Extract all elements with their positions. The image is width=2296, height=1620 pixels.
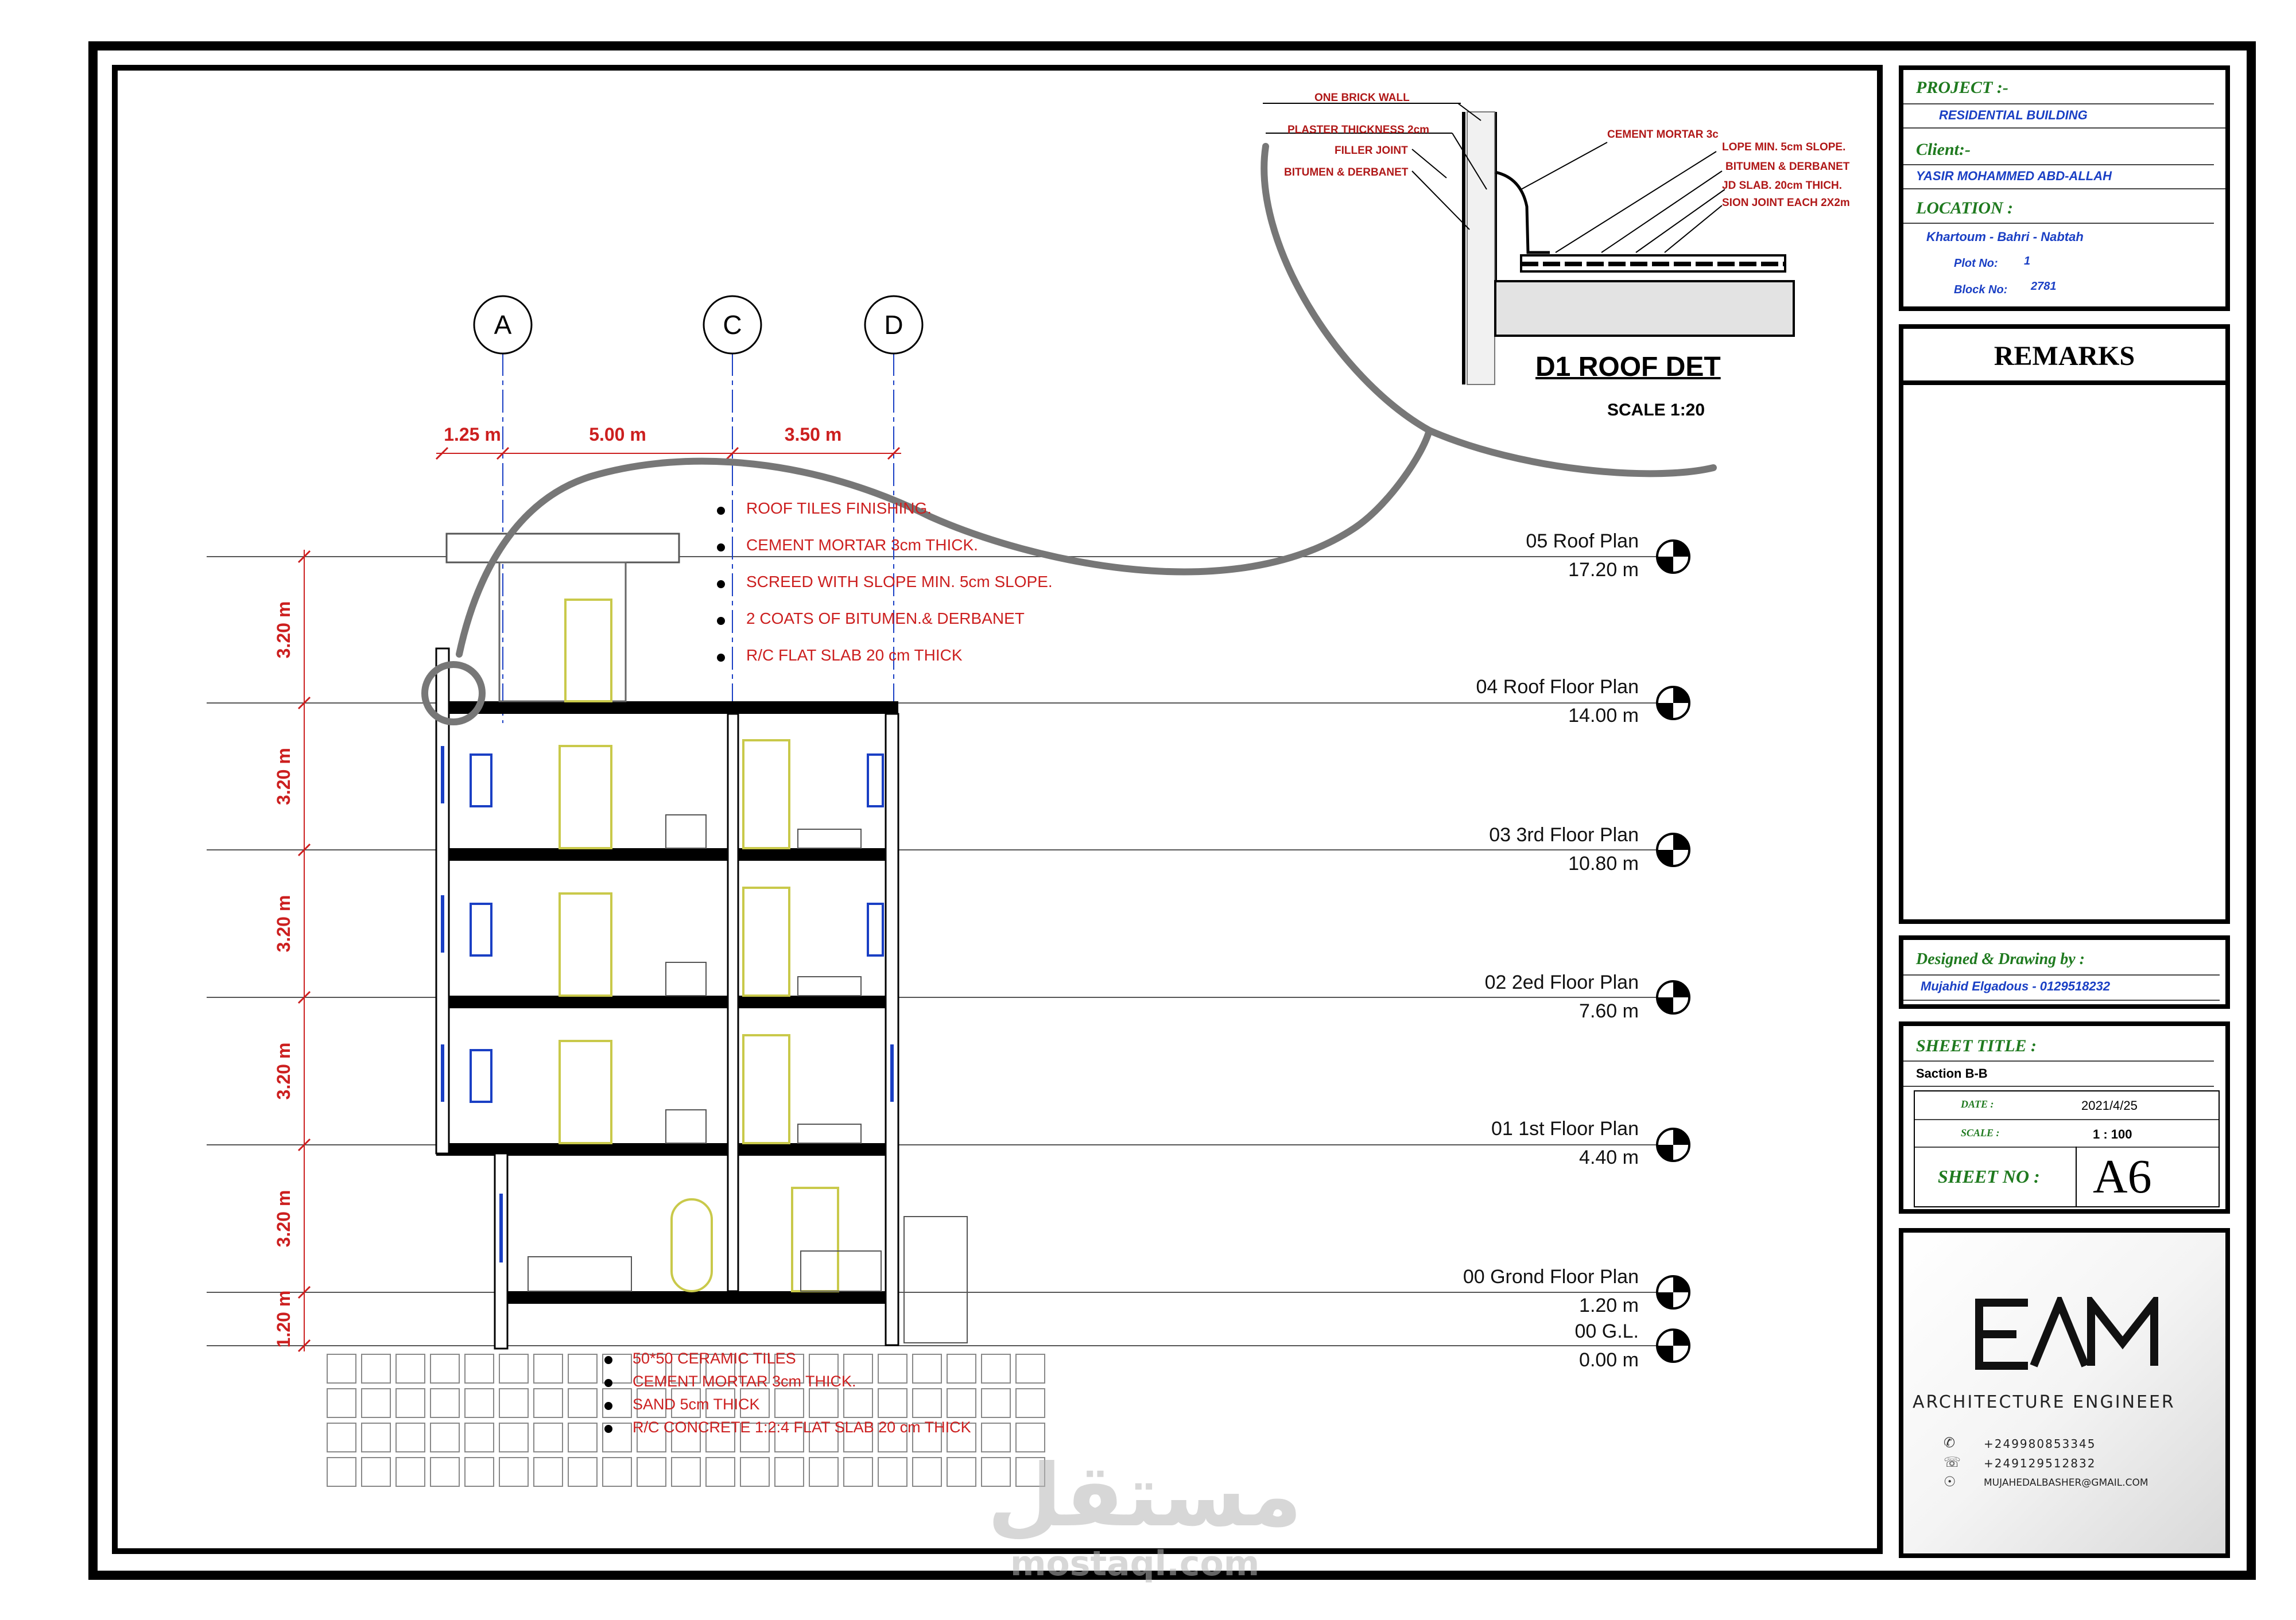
designed-field-line — [1903, 974, 2220, 976]
level-elevation: 14.00 m — [1568, 705, 1639, 727]
paver — [430, 1389, 459, 1417]
level-markers — [1657, 541, 1689, 1362]
roof-note-5: R/C FLAT SLAB 20 cm THICK — [746, 646, 963, 664]
detail-title: D1 ROOF DET — [1535, 352, 1721, 382]
storey-height-label: 3.20 m — [273, 1190, 294, 1248]
client-field-line — [1903, 164, 2214, 165]
level-marker-quadrant — [1673, 981, 1689, 997]
paver — [1016, 1389, 1045, 1417]
project-field-line — [1903, 103, 2214, 104]
paver — [362, 1423, 390, 1452]
level-marker-quadrant — [1673, 541, 1689, 557]
roof-note-1: ROOF TILES FINISHING. — [746, 499, 932, 517]
paver — [327, 1458, 356, 1486]
eam-letter-m — [2091, 1303, 2154, 1366]
slab-3 — [436, 848, 898, 861]
designed-label: Designed & Drawing by : — [1916, 950, 2085, 968]
location-value: Khartoum - Bahri - Nabtah — [1926, 230, 2084, 244]
ground-slab — [495, 1291, 897, 1304]
paver — [327, 1354, 356, 1383]
project-panel — [1899, 65, 2230, 311]
remarks-divider — [1903, 380, 2225, 385]
paver — [534, 1389, 563, 1417]
roof-overhang — [447, 534, 679, 562]
project-label: PROJECT :- — [1916, 78, 2008, 97]
paver — [568, 1423, 597, 1452]
paver — [775, 1458, 804, 1486]
paver — [362, 1458, 390, 1486]
paver — [396, 1458, 425, 1486]
project-name: RESIDENTIAL BUILDING — [1939, 108, 2088, 122]
detail-label-right-4: JD SLAB. 20cm THICH. — [1722, 180, 1843, 192]
storey-height-label: 3.20 m — [273, 748, 294, 805]
logo-subtitle: ARCHITECTURE ENGINEER — [1913, 1392, 2175, 1412]
paver — [878, 1458, 907, 1486]
paver — [809, 1389, 838, 1417]
level-elevation: 0.00 m — [1579, 1349, 1639, 1371]
paver — [637, 1458, 666, 1486]
ground-note-3: SAND 5cm THICK — [633, 1396, 760, 1413]
ground-note-1: 50*50 CERAMIC TILES — [633, 1350, 796, 1367]
paver — [844, 1458, 872, 1486]
level-name: 00 Grond Floor Plan — [1463, 1266, 1639, 1288]
client-name: YASIR MOHAMMED ABD-ALLAH — [1916, 169, 2112, 183]
roof-slab — [436, 701, 898, 714]
designer-name-line — [1903, 1000, 2220, 1001]
logo-panel — [1899, 1228, 2230, 1558]
ground-note-dot — [604, 1356, 612, 1364]
detail-label-left-4: BITUMEN & DERBANET — [1284, 166, 1409, 178]
sheet-title-line — [1903, 1060, 2214, 1062]
plot-label: Plot No: — [1954, 257, 1998, 270]
globe-icon: ☉ — [1944, 1474, 1956, 1490]
paver — [499, 1423, 528, 1452]
detail-label-right-3: BITUMEN & DERBANET — [1725, 161, 1850, 173]
client-name-line — [1903, 188, 2225, 189]
remarks-title: REMARKS — [1994, 341, 2135, 371]
level-elevation: 10.80 m — [1568, 853, 1639, 875]
detail-label-left-2: PLASTER THICKNESS 2cm — [1287, 124, 1430, 136]
paver — [568, 1458, 597, 1486]
storey-height-label: 3.20 m — [273, 601, 294, 659]
paver — [982, 1354, 1010, 1383]
level-marker-quadrant — [1657, 1346, 1673, 1362]
paver — [430, 1423, 459, 1452]
storey-height-label: 3.20 m — [273, 1042, 294, 1100]
ground-note-2: CEMENT MORTAR 3cm THICK. — [633, 1373, 856, 1390]
grid-spacing-label: 3.50 m — [784, 424, 842, 445]
designer-name: Mujahid Elgadous - 0129518232 — [1921, 979, 2111, 993]
roof-note-3: SCREED WITH SLOPE MIN. 5cm SLOPE. — [746, 573, 1053, 590]
paver — [947, 1354, 976, 1383]
grid-spacing-label: 1.25 m — [444, 424, 501, 445]
eam-logo — [1973, 1297, 2163, 1372]
watermark-latin: mostaql.com — [1010, 1544, 1260, 1584]
paver — [430, 1354, 459, 1383]
paver — [430, 1458, 459, 1486]
detail-label-right-1: CEMENT MORTAR 3c — [1607, 129, 1719, 141]
paver — [603, 1458, 631, 1486]
paver — [327, 1423, 356, 1452]
level-marker-quadrant — [1673, 687, 1689, 703]
level-name: 04 Roof Floor Plan — [1476, 676, 1639, 698]
level-marker-quadrant — [1673, 1330, 1689, 1346]
level-marker-quadrant — [1657, 1145, 1673, 1161]
sheet-info-grid — [1914, 1090, 2220, 1207]
paver — [740, 1458, 769, 1486]
stair-room — [499, 562, 626, 701]
paver — [913, 1354, 941, 1383]
storey-height-label: 3.20 m — [273, 895, 294, 953]
level-name: 03 3rd Floor Plan — [1489, 824, 1639, 846]
paver — [672, 1458, 700, 1486]
grid-bubbles — [474, 296, 922, 353]
paver — [1016, 1354, 1045, 1383]
roof-note-dot — [717, 580, 725, 588]
level-marker-quadrant — [1673, 834, 1689, 850]
remarks-panel — [1899, 324, 2230, 924]
ground-note-dot — [604, 1425, 612, 1433]
level-name: 01 1st Floor Plan — [1491, 1118, 1639, 1140]
whatsapp-icon: ☏ — [1944, 1455, 1961, 1470]
paver — [913, 1458, 941, 1486]
roof-note-4: 2 COATS OF BITUMEN.& DERBANET — [746, 609, 1025, 627]
roof-note-2: CEMENT MORTAR 3cm THICK. — [746, 536, 978, 554]
level-marker-quadrant — [1657, 703, 1673, 719]
grid-label-C: C — [723, 310, 742, 340]
interior-wall-c — [728, 714, 738, 1291]
block-label: Block No: — [1954, 283, 2008, 296]
ground-note-dot — [604, 1379, 612, 1387]
scale-value: 1 : 100 — [2093, 1127, 2132, 1141]
eam-letter-a — [2034, 1303, 2085, 1366]
phone-1: +249980853345 — [1984, 1437, 2096, 1451]
sheet-no-label: SHEET NO : — [1938, 1166, 2040, 1187]
paver — [568, 1354, 597, 1383]
level-marker-quadrant — [1657, 997, 1673, 1013]
paver — [534, 1423, 563, 1452]
paver — [396, 1389, 425, 1417]
paver — [878, 1389, 907, 1417]
paver — [499, 1458, 528, 1486]
date-line — [1915, 1119, 2219, 1120]
scale-label: SCALE : — [1961, 1127, 2000, 1139]
level-name: 00 G.L. — [1574, 1320, 1639, 1342]
paver — [947, 1389, 976, 1417]
paver — [844, 1389, 872, 1417]
roof-note-dot — [717, 543, 725, 551]
detail-label-left-1: ONE BRICK WALL — [1314, 92, 1410, 104]
grid-spacing-label: 5.00 m — [589, 424, 646, 445]
detail-label-left-3: FILLER JOINT — [1335, 145, 1408, 157]
level-name: 05 Roof Plan — [1526, 530, 1639, 552]
paver — [396, 1423, 425, 1452]
paver — [499, 1389, 528, 1417]
paver — [568, 1389, 597, 1417]
detail-label-right-5: SION JOINT EACH 2X2m — [1722, 197, 1850, 209]
paver — [465, 1423, 494, 1452]
watermark-arabic: مستقل — [987, 1446, 1302, 1546]
roof-door — [565, 600, 611, 701]
level-elevation: 4.40 m — [1579, 1147, 1639, 1168]
paver — [775, 1389, 804, 1417]
client-label: Client:- — [1916, 140, 1971, 159]
paver — [327, 1389, 356, 1417]
project-name-line — [1903, 127, 2225, 129]
ground-note-4: R/C CONCRETE 1:2:4 FLAT SLAB 20 cm THICK — [633, 1419, 971, 1436]
level-marker-quadrant — [1673, 1129, 1689, 1145]
sheet-title-label: SHEET TITLE : — [1916, 1036, 2037, 1055]
sheet-number: A6 — [2093, 1150, 2152, 1203]
detail-label-right-2: LOPE MIN. 5cm SLOPE. — [1722, 141, 1846, 153]
level-elevation: 1.20 m — [1579, 1295, 1639, 1316]
detail-scale: SCALE 1:20 — [1607, 401, 1705, 419]
paver — [913, 1389, 941, 1417]
paver — [878, 1354, 907, 1383]
paver — [465, 1389, 494, 1417]
date-value: 2021/4/25 — [2081, 1098, 2138, 1113]
date-label: DATE : — [1961, 1098, 1994, 1110]
paver — [396, 1354, 425, 1383]
level-marker-quadrant — [1673, 1276, 1689, 1292]
level-name: 02 2ed Floor Plan — [1484, 972, 1639, 993]
ground-note-dot — [604, 1402, 612, 1410]
detail-callout-curve-2 — [1429, 430, 1713, 473]
phone-icon: ✆ — [1944, 1435, 1956, 1451]
roof-note-dot — [717, 507, 725, 515]
email: MUJAHEDALBASHER@GMAIL.COM — [1984, 1477, 2148, 1489]
plot-value: 1 — [2024, 255, 2031, 267]
paver — [362, 1354, 390, 1383]
level-marker-quadrant — [1657, 850, 1673, 866]
designer-panel — [1899, 935, 2230, 1009]
slab-2 — [436, 996, 898, 1008]
roof-note-dot — [717, 654, 725, 662]
level-elevation: 17.20 m — [1568, 559, 1639, 581]
sheet-title-panel — [1899, 1021, 2230, 1214]
location-field-line — [1903, 223, 2214, 224]
paver — [362, 1389, 390, 1417]
storey-height-label: 1.20 m — [273, 1290, 294, 1348]
paver — [706, 1458, 735, 1486]
sheet-title: Saction B-B — [1916, 1066, 1988, 1081]
paver — [534, 1354, 563, 1383]
sheet-title-bottom-line — [1903, 1086, 2214, 1087]
grid-label-D: D — [884, 310, 903, 340]
block-value: 2781 — [2031, 280, 2057, 293]
paver — [465, 1354, 494, 1383]
scale-line — [1915, 1147, 2219, 1148]
level-lines — [207, 557, 1665, 1346]
level-elevation: 7.60 m — [1579, 1000, 1639, 1022]
level-marker-quadrant — [1657, 1292, 1673, 1308]
paver — [982, 1389, 1010, 1417]
roof-note-dot — [717, 617, 725, 625]
sheet-no-divider — [2076, 1147, 2077, 1206]
paver — [809, 1458, 838, 1486]
level-marker-quadrant — [1657, 557, 1673, 573]
right-wall — [886, 714, 898, 1345]
paver — [465, 1458, 494, 1486]
paver — [534, 1458, 563, 1486]
phone-2: +249129512832 — [1984, 1456, 2096, 1470]
grid-label-A: A — [494, 310, 512, 340]
location-label: LOCATION : — [1916, 199, 2014, 217]
paver — [499, 1354, 528, 1383]
paver — [947, 1458, 976, 1486]
